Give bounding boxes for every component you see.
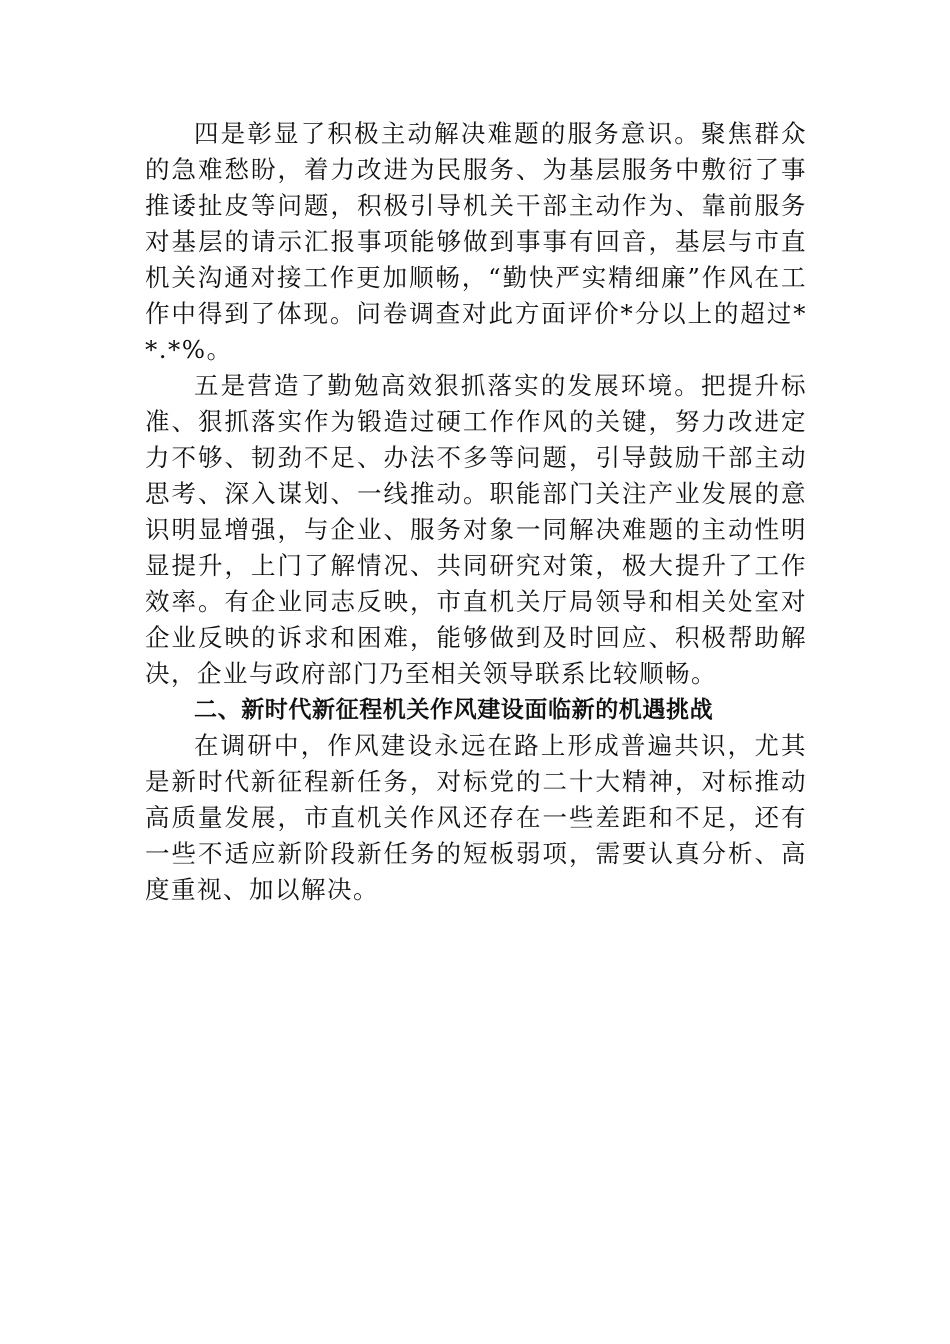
paragraph-research-findings: 在调研中，作风建设永远在路上形成普遍共识，尤其是新时代新征程新任务，对标党的二十大精神，对标推动高质量发展，市直机关作风还存在一些差距和不足，还有一些不适应新阶段新任务的短板弱项，需要认真分析、高度重视、加以解决。 bbox=[145, 731, 807, 904]
paragraph-fourth-point: 四是彰显了积极主动解决难题的服务意识。聚焦群众的急难愁盼，着力改进为民服务、为基层服务中敷衍了事推诿扯皮等问题，积极引导机关干部主动作为、靠前服务对基层的请示汇报事项能够做到事事有回音，基层与市直机关沟通对接工作更加顺畅，“勤快严实精细廉”作风在工作中得到了体现。问卷调查对此方面评价*分以上的超过**.*%。 bbox=[145, 119, 807, 364]
paragraph-fifth-point: 五是营造了勤勉高效狠抓落实的发展环境。把提升标准、狠抓落实作为锻造过硬工作作风的关键，努力改进定力不够、韧劲不足、办法不多等问题，引导鼓励干部主动思考、深入谋划、一线推动。职能部门关注产业发展的意识明显增强，与企业、服务对象一同解决难题的主动性明显提升，上门了解情况、共同研究对策，极大提升了工作效率。有企业同志反映，市直机关厅局领导和相关处室对企业反映的诉求和困难，能够做到及时回应、积极帮助解决，企业与政府部门乃至相关领导联系比较顺畅。 bbox=[145, 371, 807, 688]
section-heading: 二、新时代新征程机关作风建设面临新的机遇挑战 bbox=[194, 697, 714, 723]
document-body bbox=[145, 116, 807, 908]
